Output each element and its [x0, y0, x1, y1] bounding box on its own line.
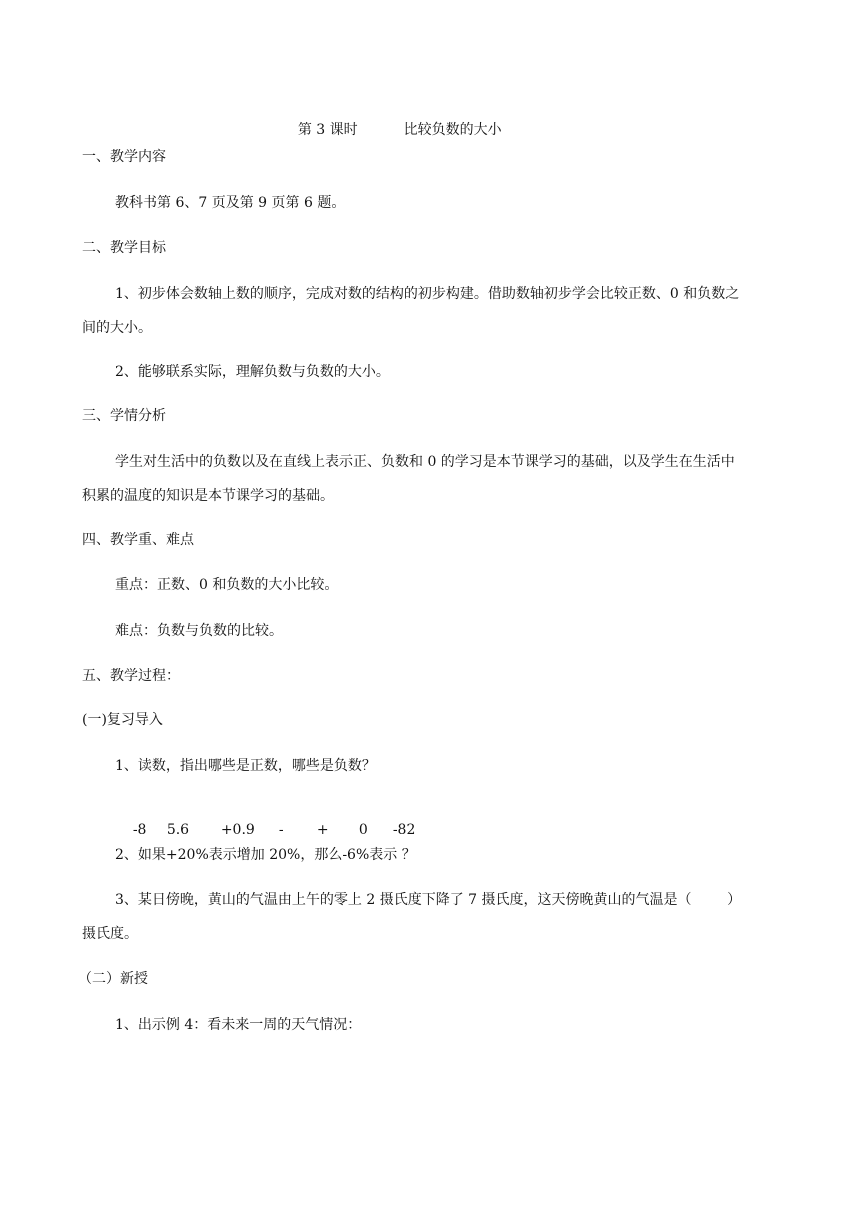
- question-3-line-2: 摄氏度。: [82, 926, 138, 942]
- lesson-number: 第 3 课时: [297, 122, 358, 138]
- lesson-title: [280, 100, 502, 160]
- goal-2: 2、能够联系实际，理解负数与负数的大小。: [115, 364, 390, 380]
- analysis-line-1: 学生对生活中的负数以及在直线上表示正、负数和 0 的学习是本节课学习的基础，以及学生在生活中: [115, 454, 735, 470]
- question-3-line-1: 3、某日傍晚，黄山的气温由上午的零上 2 摄氏度下降了 7 摄氏度，这天傍晚黄山的气温是（ ）: [115, 892, 742, 908]
- number-item: -8: [132, 822, 147, 838]
- analysis-line-2: 积累的温度的知识是本节课学习的基础。: [82, 488, 334, 504]
- difficult-point: 难点：负数与负数的比较。: [115, 623, 283, 639]
- number-item: -82: [392, 822, 416, 838]
- key-point: 重点：正数、0 和负数的大小比较。: [115, 577, 339, 593]
- part-2-heading: （二）新授: [78, 971, 148, 987]
- section-heading-process: 五、教学过程：: [82, 668, 180, 684]
- section-heading-analysis: 三、学情分析: [82, 408, 166, 424]
- question-1: 1、读数，指出哪些是正数，哪些是负数？: [115, 758, 376, 774]
- section-text-content: 教科书第 6、7 页及第 9 页第 6 题。: [115, 195, 346, 211]
- number-item: +0.9: [220, 822, 255, 838]
- example-4: 1、出示例 4：看未来一周的天气情况：: [115, 1017, 362, 1033]
- goal-1-line-1: 1、初步体会数轴上数的顺序，完成对数的结构的初步构建。借助数轴初步学会比较正数、0 和负数之: [115, 286, 740, 302]
- section-heading-key-points: 四、教学重、难点: [82, 532, 194, 548]
- number-item: 0: [358, 822, 368, 838]
- section-heading-content: 一、教学内容: [82, 149, 166, 165]
- part-1-heading: (一)复习导入: [82, 712, 163, 728]
- number-item: 5.6: [166, 822, 190, 838]
- goal-1-line-2: 间的大小。: [82, 320, 152, 336]
- number-item: +: [316, 822, 329, 838]
- question-2: 2、如果+20%表示增加 20%，那么-6%表示 ？: [115, 847, 416, 863]
- number-item: -: [278, 822, 284, 838]
- lesson-name: 比较负数的大小: [403, 122, 502, 138]
- section-heading-goals: 二、教学目标: [82, 240, 166, 256]
